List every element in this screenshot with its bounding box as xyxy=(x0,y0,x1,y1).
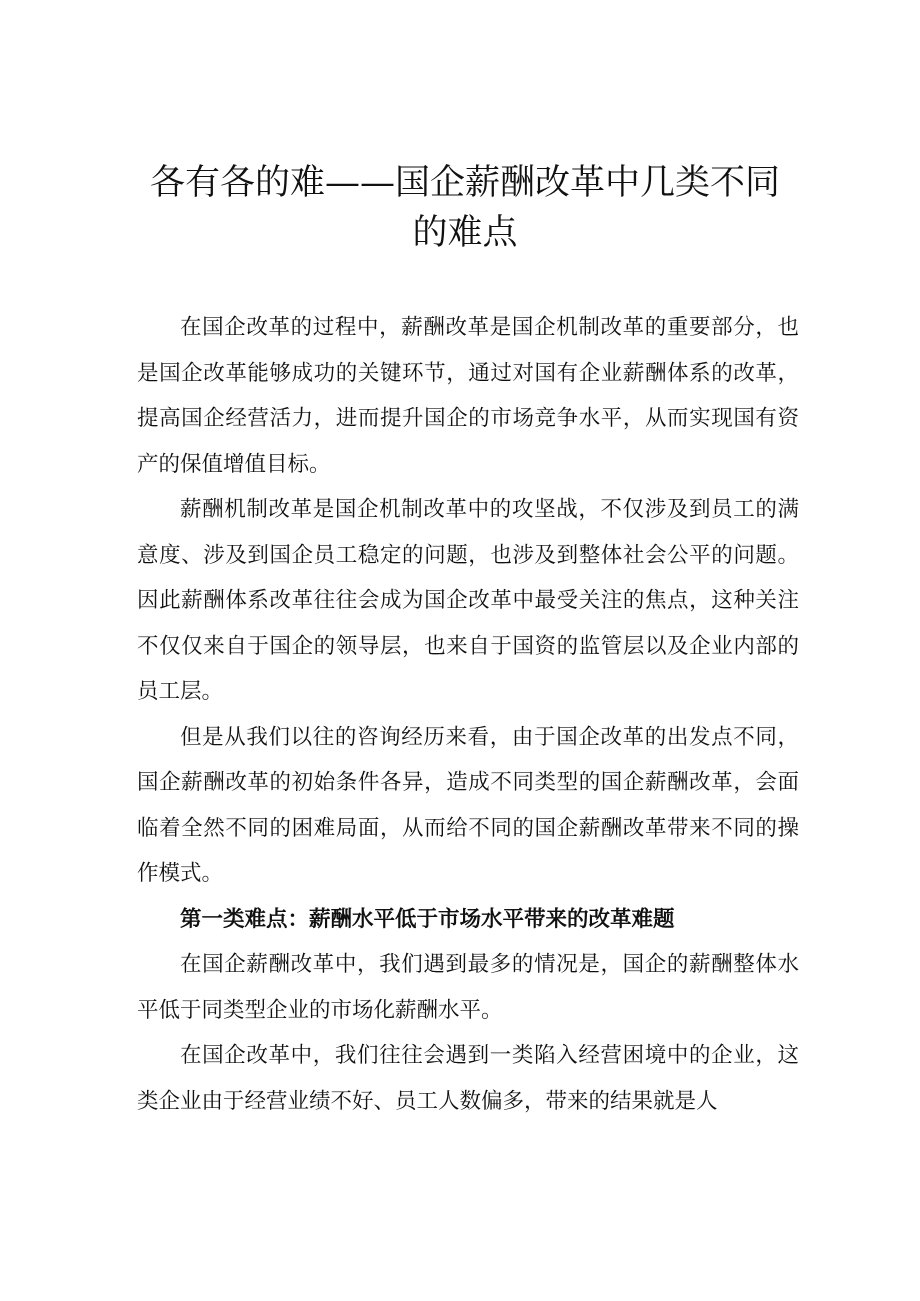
document-body xyxy=(137,305,799,1124)
document-title xyxy=(130,158,800,258)
paragraph-intro: 在国企改革的过程中，薪酬改革是国企机制改革的重要部分，也是国企改革能够成功的关键环节，通过对国有企业薪酬体系的改革，提高国企经营活力，进而提升国企的市场竞争水平，从而实现国有资产的保值增值目标。 xyxy=(137,315,799,477)
paragraph-section-2: 在国企改革中，我们往往会遇到一类陷入经营困境中的企业，这类企业由于经营业绩不好、员工人数偏多，带来的结果就是人 xyxy=(137,1043,799,1114)
section-heading: 第一类难点：薪酬水平低于市场水平带来的改革难题 xyxy=(180,906,675,932)
paragraph-salary-reform: 薪酬机制改革是国企机制改革中的攻坚战，不仅涉及到员工的满意度、涉及到国企员工稳定的问题，也涉及到整体社会公平的问题。因此薪酬体系改革往往会成为国企改革中最受关注的焦点，这种关注不仅仅来自于国企的领导层，也来自于国资的监管层以及企业内部的员工层。 xyxy=(137,497,799,704)
paragraph-consulting-experience: 但是从我们以往的咨询经历来看，由于国企改革的出发点不同，国企薪酬改革的初始条件各异，造成不同类型的国企薪酬改革，会面临着全然不同的困难局面，从而给不同的国企薪酬改革带来不同的操作模式。 xyxy=(137,724,799,886)
title-line-2: 的难点 xyxy=(412,213,518,253)
paragraph-section-1: 在国企薪酬改革中，我们遇到最多的情况是，国企的薪酬整体水平低于同类型企业的市场化薪酬水平。 xyxy=(137,952,799,1023)
title-line-1: 各有各的难——国企薪酬改革中几类不同 xyxy=(149,163,780,203)
